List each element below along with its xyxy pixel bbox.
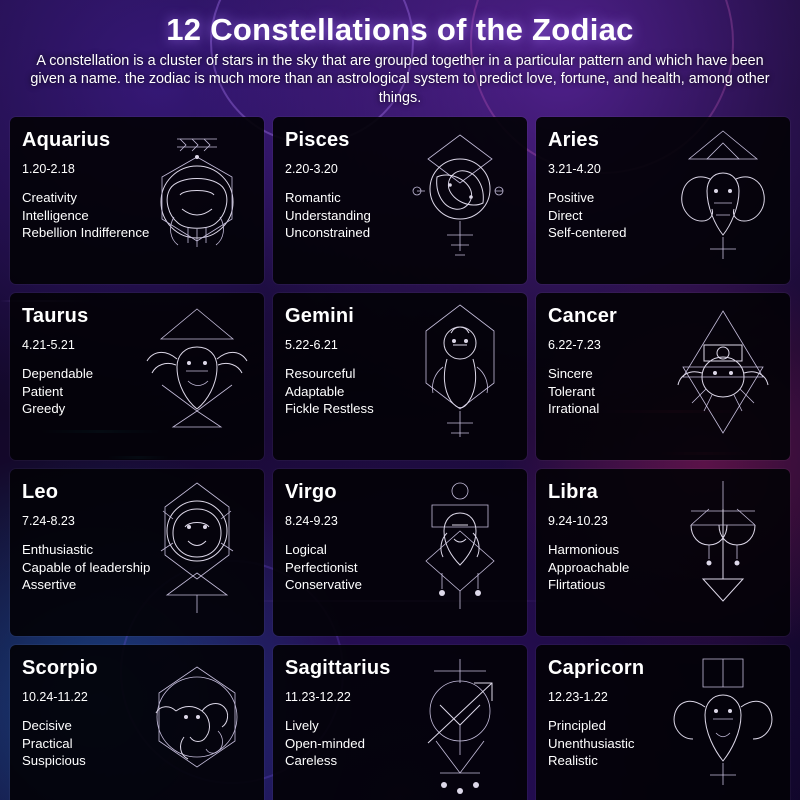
trait: Positive (548, 190, 595, 206)
trait: Intelligence (22, 207, 89, 223)
sign-traits (285, 365, 517, 417)
sign-dates: 9.24-10.23 (548, 514, 608, 529)
sign-traits (548, 541, 780, 593)
trait: Enthusiastic (22, 542, 94, 558)
trait: Unenthusiastic (548, 735, 635, 751)
sign-traits (22, 365, 254, 417)
sign-dates: 8.24-9.23 (285, 514, 338, 529)
zodiac-card-gemini[interactable] (273, 293, 527, 460)
trait: Patient (22, 383, 64, 399)
sign-traits (22, 717, 254, 769)
trait: Suspicious (22, 753, 86, 769)
trait: Greedy (22, 401, 66, 417)
trait: Decisive (22, 718, 72, 734)
zodiac-card-libra[interactable] (536, 469, 790, 636)
trait: Flirtatious (548, 577, 606, 593)
trait: Understanding (285, 207, 371, 223)
trait: Conservative (285, 577, 362, 593)
sign-dates: 7.24-8.23 (22, 514, 75, 529)
trait: Open-minded (285, 735, 365, 751)
sign-traits (285, 717, 517, 769)
zodiac-card-virgo[interactable] (273, 469, 527, 636)
trait: Approachable (548, 559, 630, 575)
zodiac-card-aries[interactable] (536, 117, 790, 284)
sign-traits (548, 189, 780, 241)
sign-dates: 2.20-3.20 (285, 162, 338, 177)
zodiac-card-scorpio[interactable] (10, 645, 264, 800)
page-title: 12 Constellations of the Zodiac (166, 12, 634, 47)
sign-name: Libra (548, 481, 598, 504)
sign-traits (22, 189, 254, 241)
trait: Assertive (22, 577, 77, 593)
sign-name: Sagittarius (285, 657, 391, 680)
trait: Resourceful (285, 366, 356, 382)
trait: Direct (548, 207, 583, 223)
zodiac-card-sagittarius[interactable] (273, 645, 527, 800)
trait: Rebellion Indifference (22, 225, 150, 241)
trait: Perfectionist (285, 559, 358, 575)
zodiac-card-pisces[interactable] (273, 117, 527, 284)
trait: Irrational (548, 401, 600, 417)
trait: Fickle Restless (285, 401, 374, 417)
sign-name: Virgo (285, 481, 337, 504)
trait: Sincere (548, 366, 593, 382)
zodiac-card-taurus[interactable] (10, 293, 264, 460)
trait: Adaptable (285, 383, 345, 399)
trait: Lively (285, 718, 319, 734)
page-subtitle: A constellation is a cluster of stars in the sky that are grouped together in a particular pattern and which have been given a name. the zodiac is much more than an astrological system to predict love, fortune, and health, among other things. (30, 53, 770, 106)
trait: Logical (285, 542, 327, 558)
trait: Unconstrained (285, 225, 371, 241)
sign-dates: 1.20-2.18 (22, 162, 75, 177)
zodiac-card-capricorn[interactable] (536, 645, 790, 800)
sign-traits (548, 717, 780, 769)
sign-traits (548, 365, 780, 417)
zodiac-card-aquarius[interactable] (10, 117, 264, 284)
sign-name: Capricorn (548, 657, 645, 680)
sign-dates: 12.23-1.22 (548, 690, 608, 705)
sign-traits (22, 541, 254, 593)
zodiac-card-leo[interactable] (10, 469, 264, 636)
sign-name: Scorpio (22, 657, 98, 680)
trait: Capable of leadership (22, 559, 151, 575)
trait: Dependable (22, 366, 94, 382)
sign-dates: 3.21-4.20 (548, 162, 601, 177)
sign-name: Cancer (548, 305, 618, 328)
sign-name: Pisces (285, 129, 350, 152)
sign-name: Gemini (285, 305, 354, 328)
trait: Creativity (22, 190, 77, 206)
trait: Self-centered (548, 225, 627, 241)
sign-dates: 5.22-6.21 (285, 338, 338, 353)
sign-name: Taurus (22, 305, 89, 328)
trait: Harmonious (548, 542, 620, 558)
sign-name: Aries (548, 129, 600, 152)
zodiac-card-cancer[interactable] (536, 293, 790, 460)
sign-dates: 10.24-11.22 (22, 690, 88, 705)
trait: Romantic (285, 190, 341, 206)
trait: Tolerant (548, 383, 595, 399)
trait: Principled (548, 718, 606, 734)
sign-traits (285, 541, 517, 593)
sign-traits (285, 189, 517, 241)
sign-name: Aquarius (22, 129, 111, 152)
sign-dates: 4.21-5.21 (22, 338, 75, 353)
sign-name: Leo (22, 481, 59, 504)
trait: Careless (285, 753, 338, 769)
sign-dates: 6.22-7.23 (548, 338, 601, 353)
page-header (0, 0, 800, 117)
zodiac-grid (0, 117, 800, 800)
trait: Practical (22, 735, 73, 751)
trait: Realistic (548, 753, 598, 769)
sign-dates: 11.23-12.22 (285, 690, 351, 705)
